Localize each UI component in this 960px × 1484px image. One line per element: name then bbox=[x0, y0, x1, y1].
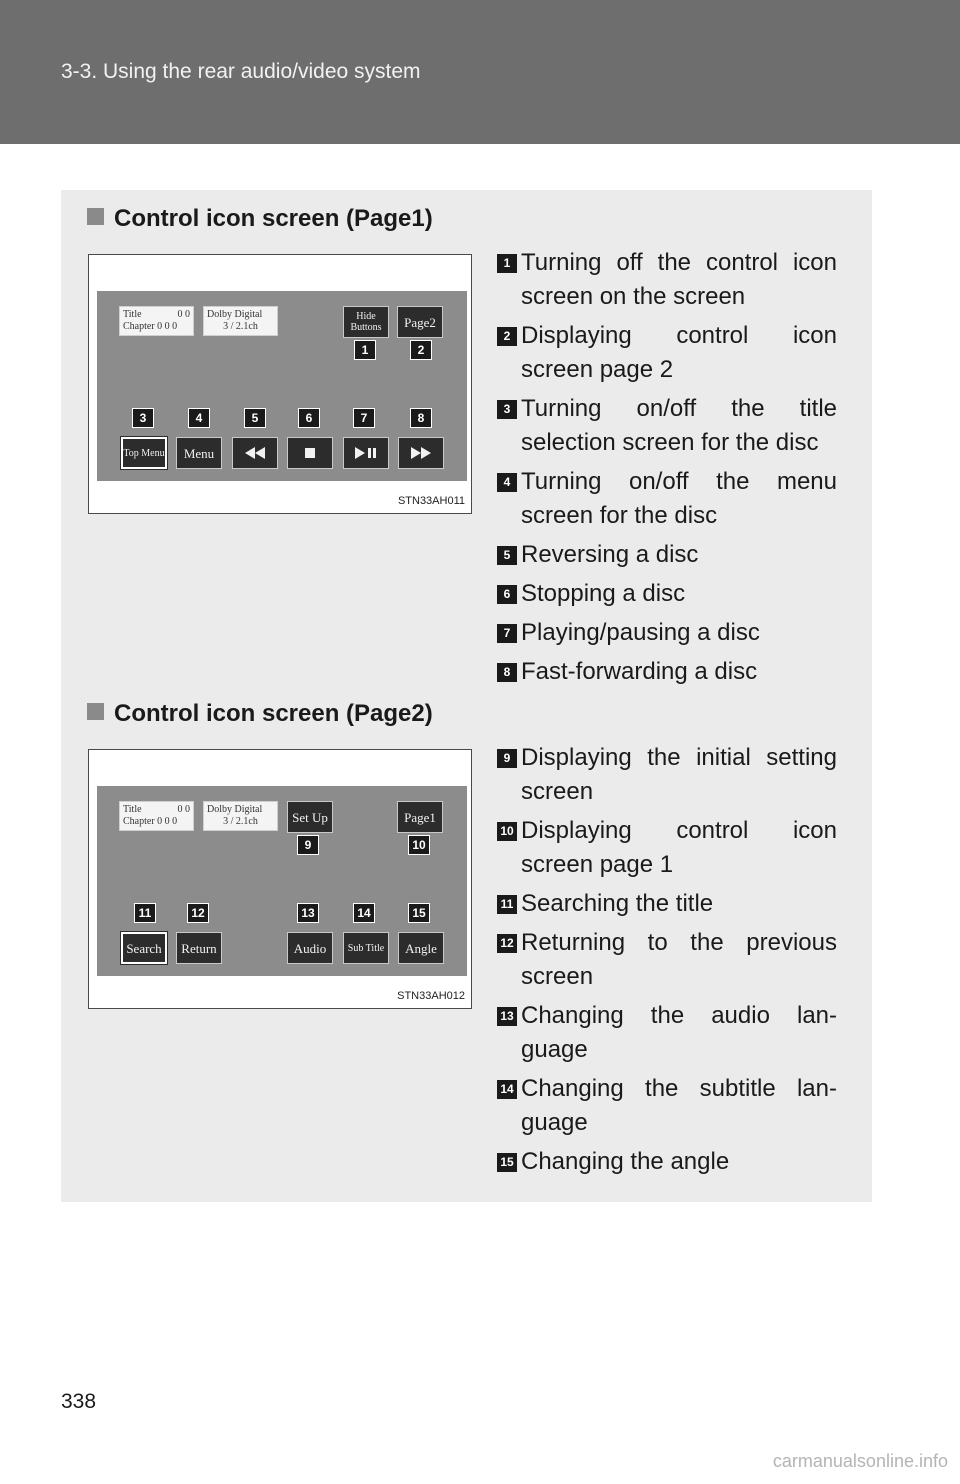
square-bullet-icon bbox=[87, 703, 104, 720]
page-header bbox=[0, 0, 960, 144]
list-item: 15 Changing the angle bbox=[497, 1145, 837, 1179]
callout-badge: 12 bbox=[187, 903, 209, 923]
control-screen-page1 bbox=[97, 291, 467, 481]
fast-forward-icon bbox=[410, 447, 432, 459]
figure-page1 bbox=[88, 254, 472, 514]
list-item: 2 Displaying control icon screen page 2 bbox=[497, 319, 837, 387]
figure-code: STN33AH012 bbox=[397, 990, 465, 1002]
list-item: 7 Playing/pausing a disc bbox=[497, 616, 837, 650]
set-up-button[interactable]: Set Up bbox=[287, 801, 333, 833]
callout-badge: 4 bbox=[188, 408, 210, 428]
figure-code: STN33AH011 bbox=[397, 495, 465, 507]
audio-format-info: Dolby Digital 3 / 2.1ch bbox=[203, 801, 278, 831]
list-item: 13 Changing the audio lan-guage bbox=[497, 999, 837, 1067]
callout-badge: 15 bbox=[408, 903, 430, 923]
callout-badge: 5 bbox=[244, 408, 266, 428]
list-item: 9 Displaying the initial setting screen bbox=[497, 741, 837, 809]
list-item: 12 Returning to the previous screen bbox=[497, 926, 837, 994]
page-number: 338 bbox=[61, 1390, 97, 1413]
list-item: 6 Stopping a disc bbox=[497, 577, 837, 611]
fast-forward-button[interactable] bbox=[398, 437, 444, 469]
section-heading-page2: Control icon screen (Page2) bbox=[87, 700, 433, 728]
title-chapter-info: Title 0 0 Chapter 0 0 0 bbox=[119, 801, 194, 831]
callout-badge: 3 bbox=[132, 408, 154, 428]
list-item: 4 Turning on/off the menu screen for the disc bbox=[497, 465, 837, 533]
page2-button[interactable]: Page2 bbox=[397, 306, 443, 338]
return-button[interactable]: Return bbox=[176, 932, 222, 964]
callout-badge: 13 bbox=[297, 903, 319, 923]
list-item: 8 Fast-forwarding a disc bbox=[497, 655, 837, 689]
section-title: 3-3. Using the rear audio/video system bbox=[61, 60, 421, 83]
hide-buttons-button[interactable]: Hide Buttons bbox=[343, 306, 389, 338]
rewind-button[interactable] bbox=[232, 437, 278, 469]
search-button[interactable]: Search bbox=[121, 932, 167, 964]
list-item: 10 Displaying control icon screen page 1 bbox=[497, 814, 837, 882]
callout-badge: 10 bbox=[408, 835, 430, 855]
page1-button[interactable]: Page1 bbox=[397, 801, 443, 833]
section-heading-page1: Control icon screen (Page1) bbox=[87, 205, 433, 233]
stop-icon bbox=[304, 447, 316, 459]
play-pause-icon bbox=[354, 447, 378, 459]
callout-badge: 1 bbox=[354, 340, 376, 360]
menu-button[interactable]: Menu bbox=[176, 437, 222, 469]
sub-title-button[interactable]: Sub Title bbox=[343, 932, 389, 964]
callout-badge: 7 bbox=[353, 408, 375, 428]
angle-button[interactable]: Angle bbox=[398, 932, 444, 964]
title-chapter-info: Title 0 0 Chapter 0 0 0 bbox=[119, 306, 194, 336]
watermark: carmanualsonline.info bbox=[772, 1451, 948, 1471]
play-pause-button[interactable] bbox=[343, 437, 389, 469]
callout-badge: 8 bbox=[410, 408, 432, 428]
list-item: 11 Searching the title bbox=[497, 887, 837, 921]
callout-badge: 2 bbox=[410, 340, 432, 360]
list-item: 1 Turning off the control icon screen on the screen bbox=[497, 246, 837, 314]
callout-badge: 9 bbox=[297, 835, 319, 855]
top-menu-button[interactable]: Top Menu bbox=[121, 437, 167, 469]
callout-badge: 11 bbox=[134, 903, 156, 923]
audio-button[interactable]: Audio bbox=[287, 932, 333, 964]
item-list-page2 bbox=[497, 741, 837, 1184]
rewind-icon bbox=[244, 447, 266, 459]
callout-badge: 6 bbox=[298, 408, 320, 428]
figure-page2 bbox=[88, 749, 472, 1009]
square-bullet-icon bbox=[87, 208, 104, 225]
list-item: 14 Changing the subtitle lan-guage bbox=[497, 1072, 837, 1140]
callout-badge: 14 bbox=[353, 903, 375, 923]
list-item: 5 Reversing a disc bbox=[497, 538, 837, 572]
stop-button[interactable] bbox=[287, 437, 333, 469]
control-screen-page2 bbox=[97, 786, 467, 976]
list-item: 3 Turning on/off the title selection screen for the disc bbox=[497, 392, 837, 460]
audio-format-info: Dolby Digital 3 / 2.1ch bbox=[203, 306, 278, 336]
item-list-page1 bbox=[497, 246, 837, 694]
